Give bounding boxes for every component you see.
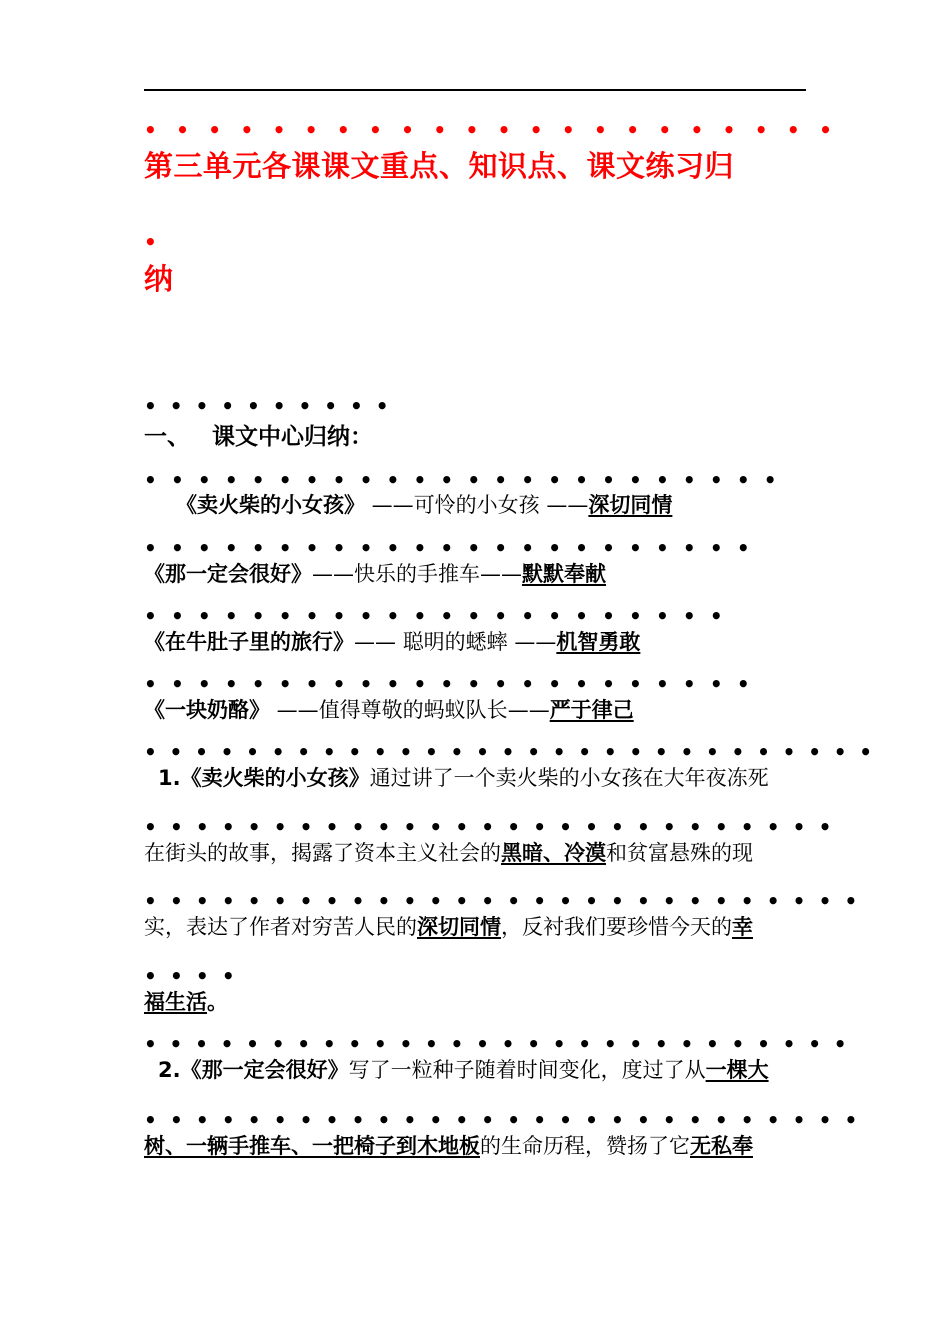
row-emphasis-dots: • • • • • • • • • • • • • • • • • • • • • • • bbox=[144, 536, 754, 560]
book-title: 《卖火柴的小女孩》 bbox=[176, 493, 365, 517]
dash: —— bbox=[507, 630, 557, 654]
row-theme: 深切同情 bbox=[588, 493, 673, 517]
title-emphasis-dots-2: • bbox=[144, 230, 157, 254]
paragraph-1-line-1 bbox=[158, 768, 820, 789]
summary-row bbox=[144, 632, 806, 653]
paragraph-text: 通过讲了一个卖火柴的小女孩在大年夜冻死 bbox=[369, 766, 769, 790]
paragraph-1-line-2 bbox=[144, 843, 806, 864]
paragraph-text: 实，表达了作者对穷苦人民的 bbox=[144, 915, 417, 939]
dash: —— bbox=[480, 562, 522, 586]
row-phrase: 可怜的小女孩 bbox=[413, 493, 540, 517]
dash: —— bbox=[312, 562, 354, 586]
row-phrase: 聪明的蟋蟀 bbox=[402, 630, 508, 654]
top-divider bbox=[144, 89, 806, 91]
paragraph-number: 1. bbox=[158, 766, 181, 790]
paragraph-1-line-3 bbox=[144, 917, 806, 938]
key-phrase: 无私奉 bbox=[690, 1134, 753, 1158]
paragraph-text: ，反衬我们要珍惜今天的 bbox=[501, 915, 732, 939]
paragraph-text: 在街头的故事，揭露了资本主义社会的 bbox=[144, 841, 501, 865]
para-emphasis-dots: • • • • • • • • • • • • • • • • • • • • • • • • • • • • bbox=[144, 1032, 850, 1056]
para-emphasis-dots: • • • • • • • • • • • • • • • • • • • • • • • • • • • • bbox=[144, 889, 861, 913]
key-phrase: 黑暗、冷漠 bbox=[501, 841, 606, 865]
book-title: 《卖火柴的小女孩》 bbox=[180, 766, 370, 790]
page-title-line-1: 第三单元各课课文重点、知识点、课文练习归 bbox=[144, 149, 735, 183]
paragraph-text: 。 bbox=[207, 990, 228, 1014]
para-emphasis-dots: • • • • • • • • • • • • • • • • • • • • • • • • • • • • bbox=[144, 1108, 861, 1132]
book-title: 《一块奶酪》 bbox=[144, 698, 270, 722]
row-emphasis-dots: • • • • • • • • • • • • • • • • • • • • • • • • bbox=[144, 468, 781, 492]
dash: —— bbox=[354, 630, 403, 654]
paragraph-2-line-2 bbox=[144, 1136, 806, 1157]
book-title: 《那一定会很好》 bbox=[180, 1058, 349, 1082]
row-phrase: 快乐的手推车 bbox=[354, 562, 480, 586]
book-title: 《在牛肚子里的旅行》 bbox=[144, 630, 354, 654]
paragraph-2-line-1 bbox=[158, 1060, 820, 1081]
key-phrase: 深切同情 bbox=[417, 915, 501, 939]
paragraph-number: 2. bbox=[158, 1058, 181, 1082]
summary-row bbox=[144, 700, 806, 721]
row-emphasis-dots: • • • • • • • • • • • • • • • • • • • • • • • bbox=[144, 672, 754, 696]
section-number: 一、 bbox=[144, 424, 190, 450]
paragraph-text: 写了一粒种子随着时间变化，度过了从 bbox=[348, 1058, 706, 1082]
para-emphasis-dots: • • • • bbox=[144, 964, 238, 988]
paragraph-1-line-4 bbox=[144, 992, 806, 1013]
row-emphasis-dots: • • • • • • • • • • • • • • • • • • • • • • bbox=[144, 604, 727, 628]
section-heading bbox=[144, 426, 806, 449]
section-title: 课文中心归纳： bbox=[212, 424, 373, 450]
key-phrase: 幸 bbox=[732, 915, 753, 939]
para-emphasis-dots: • • • • • • • • • • • • • • • • • • • • • • • • • • • • • bbox=[144, 740, 875, 764]
dash: —— bbox=[507, 698, 550, 722]
key-phrase: 一棵大 bbox=[705, 1058, 769, 1082]
row-theme: 机智勇敢 bbox=[556, 630, 641, 654]
heading-emphasis-dots: • • • • • • • • • • bbox=[144, 394, 392, 418]
paragraph-text: 的生命历程，赞扬了它 bbox=[480, 1134, 690, 1158]
para-emphasis-dots: • • • • • • • • • • • • • • • • • • • • • • • • • • • bbox=[144, 815, 835, 839]
dash: —— bbox=[270, 698, 319, 722]
row-phrase: 值得尊敬的蚂蚁队长 bbox=[318, 698, 508, 722]
row-theme: 默默奉献 bbox=[522, 562, 606, 586]
title-emphasis-dots: • • • • • • • • • • • • • • • • • • • • • • bbox=[144, 118, 839, 142]
book-title: 《那一定会很好》 bbox=[144, 562, 312, 586]
dash: —— bbox=[539, 493, 589, 517]
paragraph-text: 和贫富悬殊的现 bbox=[606, 841, 753, 865]
summary-row bbox=[176, 495, 838, 516]
summary-row bbox=[144, 564, 806, 585]
dash: —— bbox=[365, 493, 414, 517]
page-title-line-2: 纳 bbox=[144, 262, 174, 296]
key-phrase: 树、一辆手推车、一把椅子到木地板 bbox=[144, 1134, 480, 1158]
row-theme: 严于律己 bbox=[549, 698, 634, 722]
key-phrase: 福生活 bbox=[144, 990, 207, 1014]
